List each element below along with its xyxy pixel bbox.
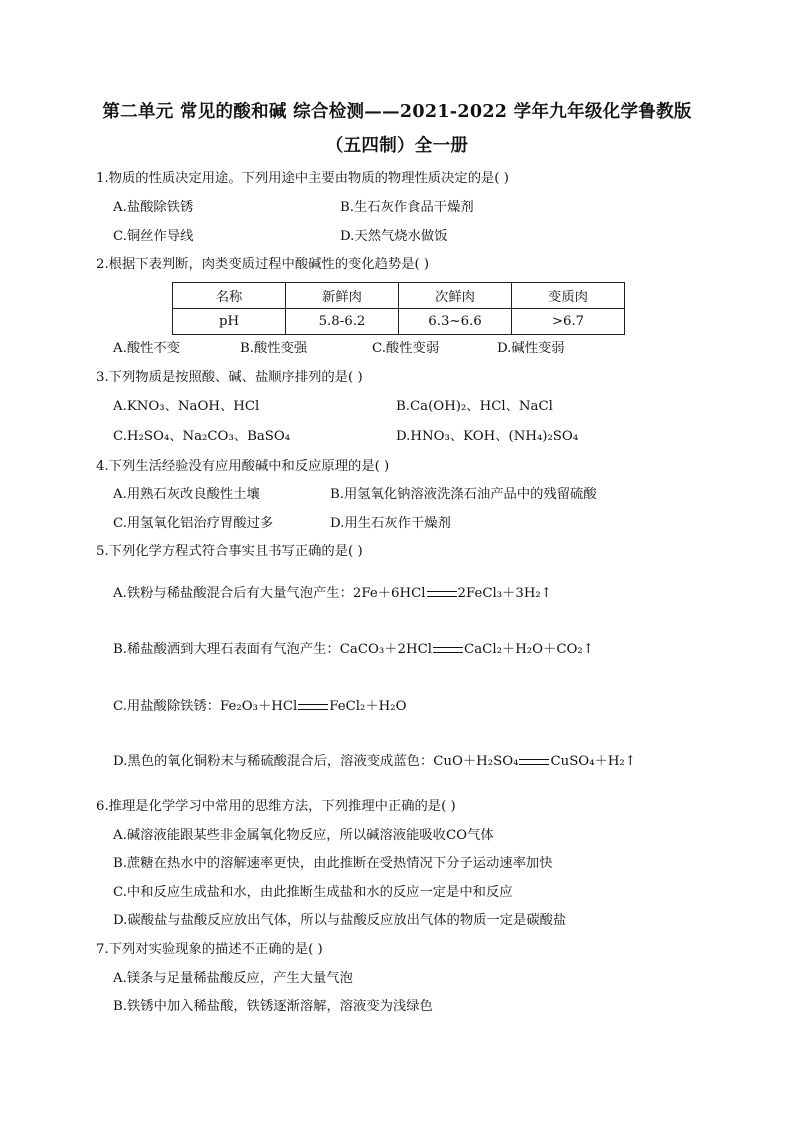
q5-option-d-text: D.黑色的氧化铜粉末与稀硫酸混合后，溶液变成蓝色： xyxy=(113,754,434,769)
q3-option-b: B.Ca(OH)₂、HCl、NaCl xyxy=(396,399,553,414)
equation-rhs: FeCl₂＋H₂O xyxy=(329,699,407,714)
q7-option-b: B.铁锈中加入稀盐酸，铁锈逐渐溶解，溶液变为浅绿色 xyxy=(113,999,433,1014)
q5-option-d xyxy=(113,753,636,771)
q4-option-c: C.用氢氧化铝治疗胃酸过多 xyxy=(113,516,274,531)
q4-option-b: B.用氢氧化钠溶液洗涤石油产品中的残留硫酸 xyxy=(330,487,597,502)
table-cell: 5.8-6.2 xyxy=(286,309,399,335)
equation-lhs: CaCO₃＋2HCl xyxy=(339,642,433,657)
table-row xyxy=(173,309,625,335)
q1-option-c: C.铜丝作导线 xyxy=(113,229,194,244)
table-cell: 6.3~6.6 xyxy=(399,309,512,335)
q3-option-c: C.H₂SO₄、Na₂CO₃、BaSO₄ xyxy=(113,429,291,444)
equation-lhs: Fe₂O₃＋HCl xyxy=(220,699,298,714)
equals-sign xyxy=(519,759,549,765)
q5-option-b-text: B.稀盐酸洒到大理石表面有气泡产生： xyxy=(113,642,340,657)
question-3-stem: 3.下列物质是按照酸、碱、盐顺序排列的是( ) xyxy=(96,370,363,385)
question-1-stem: 1.物质的性质决定用途。下列用途中主要由物质的物理性质决定的是( ) xyxy=(96,171,509,186)
q2-option-c: C.酸性变弱 xyxy=(372,341,440,356)
q2-option-b: B.酸性变强 xyxy=(240,341,308,356)
q3-option-a: A.KNO₃、NaOH、HCl xyxy=(113,399,260,414)
q1-option-b: B.生石灰作食品干燥剂 xyxy=(340,200,474,215)
q4-option-a: A.用熟石灰改良酸性土壤 xyxy=(113,487,260,502)
q4-option-d: D.用生石灰作干燥剂 xyxy=(330,516,451,531)
q5-option-a xyxy=(113,585,552,603)
equation-rhs: 2FeCl₃＋3H₂↑ xyxy=(457,586,552,601)
q6-option-c: C.中和反应生成盐和水，由此推断生成盐和水的反应一定是中和反应 xyxy=(113,885,513,900)
q5-option-c xyxy=(113,698,407,716)
equals-sign xyxy=(427,591,457,597)
equals-sign xyxy=(298,704,328,710)
table-cell: pH xyxy=(173,309,286,335)
q3-option-d: D.HNO₃、KOH、(NH₄)₂SO₄ xyxy=(396,429,579,444)
question-4-stem: 4.下列生活经验没有应用酸碱中和反应原理的是( ) xyxy=(96,459,390,474)
q6-option-a: A.碱溶液能跟某些非金属氧化物反应，所以碱溶液能吸收CO气体 xyxy=(113,828,494,843)
table-header-row xyxy=(173,283,625,309)
q2-option-d: D.碱性变弱 xyxy=(497,341,565,356)
equation-rhs: CuSO₄＋H₂↑ xyxy=(550,754,636,769)
table-header-cell: 次鲜肉 xyxy=(399,283,512,309)
question-2-stem: 2.根据下表判断，肉类变质过程中酸碱性的变化趋势是( ) xyxy=(96,257,430,272)
q5-option-b xyxy=(113,641,594,659)
q1-option-a: A.盐酸除铁锈 xyxy=(113,200,194,215)
q5-option-c-text: C.用盐酸除铁锈： xyxy=(113,699,221,714)
q7-option-a: A.镁条与足量稀盐酸反应，产生大量气泡 xyxy=(113,971,353,986)
q1-option-d: D.天然气烧水做饭 xyxy=(340,229,448,244)
q5-option-a-text: A.铁粉与稀盐酸混合后有大量气泡产生： xyxy=(113,586,353,601)
table-header-cell: 名称 xyxy=(173,283,286,309)
equation-rhs: CaCl₂＋H₂O＋CO₂↑ xyxy=(464,642,594,657)
equals-sign xyxy=(433,647,463,653)
question-5-stem: 5.下列化学方程式符合事实且书写正确的是( ) xyxy=(96,544,363,559)
q6-option-d: D.碳酸盐与盐酸反应放出气体，所以与盐酸反应放出气体的物质一定是碳酸盐 xyxy=(113,913,567,928)
ph-table xyxy=(172,282,625,335)
equation-lhs: 2Fe＋6HCl xyxy=(352,586,426,601)
table-header-cell: 新鲜肉 xyxy=(286,283,399,309)
equation-lhs: CuO＋H₂SO₄ xyxy=(433,754,519,769)
question-6-stem: 6.推理是化学学习中常用的思维方法，下列推理中正确的是( ) xyxy=(96,799,456,814)
q6-option-b: B.蔗糖在热水中的溶解速率更快，由此推断在受热情况下分子运动速率加快 xyxy=(113,856,553,871)
page-title: 第二单元 常见的酸和碱 综合检测——2021-2022 学年九年级化学鲁教版 xyxy=(102,102,692,122)
table-cell: >6.7 xyxy=(512,309,625,335)
page-subtitle: （五四制）全一册 xyxy=(325,136,469,156)
table-header-cell: 变质肉 xyxy=(512,283,625,309)
q2-option-a: A.酸性不变 xyxy=(113,341,181,356)
question-7-stem: 7.下列对实验现象的描述不正确的是( ) xyxy=(96,942,323,957)
